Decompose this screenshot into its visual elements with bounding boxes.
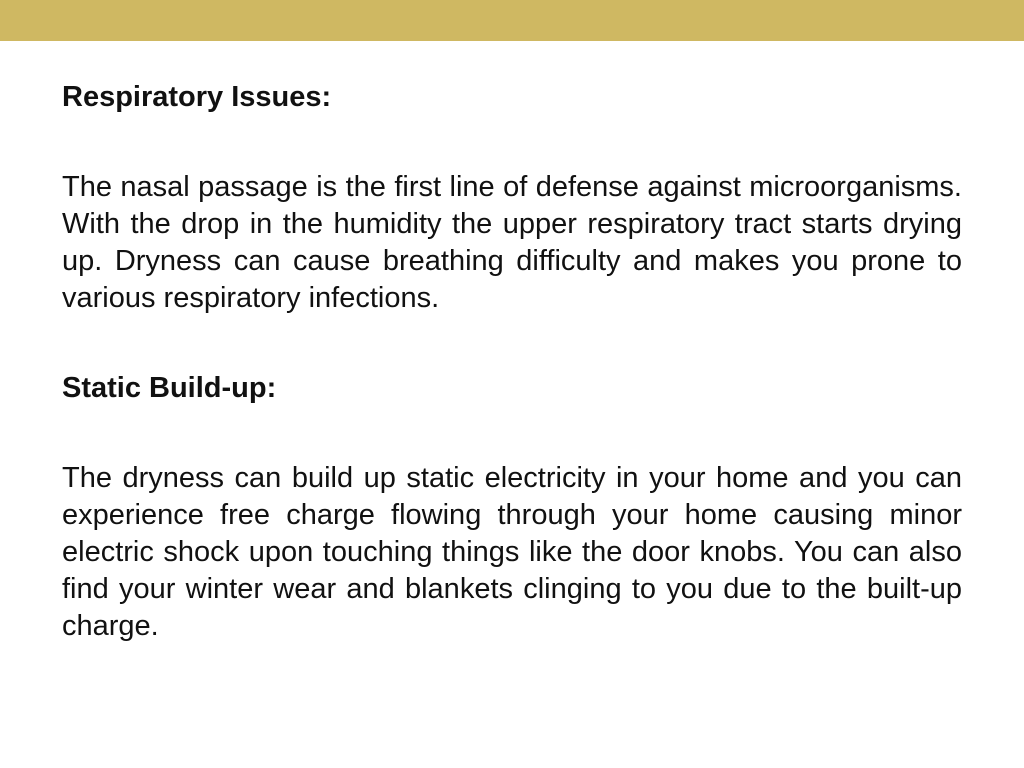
section-body-respiratory-issues: The nasal passage is the first line of defense against microorganisms. With the drop in the humidity the upper respiratory tract starts drying up. Dryness can cause breathing difficulty and makes you prone to various respiratory infections. [62,171,962,314]
section-body-static-build-up: The dryness can build up static electricity in your home and you can experience free charge flowing through your home causing minor electric shock upon touching things like the door knobs. You can also find your winter wear and blankets clinging to you due to the built-up charge. [62,462,962,642]
header-bar [0,0,1024,41]
section-heading-static-build-up: Static Build-up: [62,372,277,404]
section-heading-respiratory-issues: Respiratory Issues: [62,81,332,113]
slide-content [62,79,962,645]
